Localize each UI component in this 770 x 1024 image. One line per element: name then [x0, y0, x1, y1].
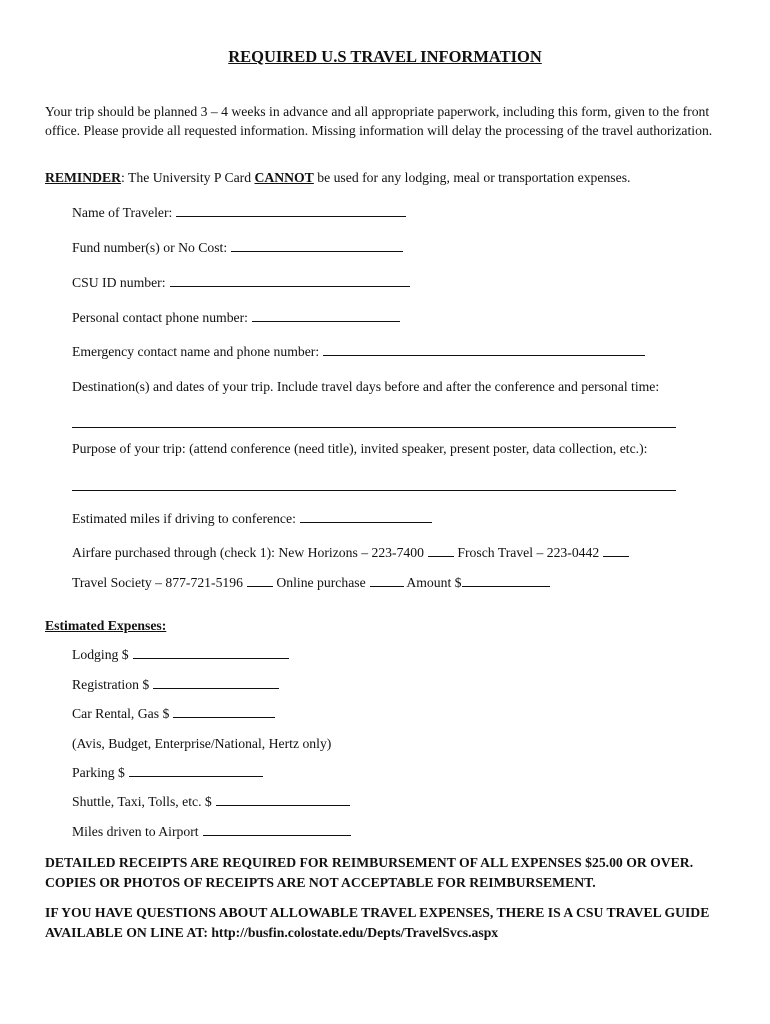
online-purchase-label: Online purchase [276, 575, 366, 590]
page-title: REQUIRED U.S TRAVEL INFORMATION [228, 47, 542, 66]
reminder-label: REMINDER [45, 170, 122, 185]
car-rental-label: Car Rental, Gas $ [72, 706, 170, 721]
receipts-notice: DETAILED RECEIPTS ARE REQUIRED FOR REIMBURSEMENT OF ALL EXPENSES $25.00 OR OVER. COPIES OR PHOTOS OF RECEIPTS ARE NOT ACCEPTABLE FOR REIMBURSEMENT. [45, 855, 694, 890]
travel-society-checkbox[interactable] [247, 575, 273, 587]
lodging-label: Lodging $ [72, 647, 129, 662]
name-of-traveler-label: Name of Traveler: [72, 205, 173, 220]
personal-phone-field[interactable] [252, 310, 400, 322]
personal-phone-row [72, 310, 400, 326]
emergency-contact-field[interactable] [323, 344, 645, 356]
estimated-miles-field[interactable] [300, 511, 432, 523]
csu-id-field[interactable] [170, 275, 410, 287]
miles-airport-label: Miles driven to Airport [72, 824, 199, 839]
frosch-travel-checkbox[interactable] [603, 545, 629, 557]
destination-label: Destination(s) and dates of your trip. Include travel days before and after the conference and personal time: [72, 379, 660, 394]
fund-number-label: Fund number(s) or No Cost: [72, 240, 228, 255]
shuttle-label: Shuttle, Taxi, Tolls, etc. $ [72, 794, 212, 809]
new-horizons-checkbox[interactable] [428, 545, 454, 557]
destination-field[interactable] [72, 427, 676, 428]
lodging-row [72, 647, 289, 663]
name-of-traveler-row [72, 205, 406, 221]
purpose-label: Purpose of your trip: (attend conference (need title), invited speaker, present poster, data collection, etc.): [72, 441, 648, 456]
reminder-text-after: be used for any lodging, meal or transportation expenses. [313, 170, 631, 185]
registration-row [72, 677, 279, 693]
miles-airport-field[interactable] [203, 824, 351, 836]
shuttle-row [72, 794, 350, 810]
airfare-new-horizons-label: Airfare purchased through (check 1): New Horizons – 223-7400 [72, 545, 424, 560]
reminder-text-before: : The University P Card [121, 170, 255, 185]
csu-id-row [72, 275, 410, 291]
reminder-emphasis: CANNOT [254, 170, 314, 185]
parking-row [72, 765, 263, 781]
online-purchase-checkbox[interactable] [370, 575, 404, 587]
reminder-line [45, 170, 630, 186]
car-rental-field[interactable] [173, 706, 275, 718]
car-rental-note: (Avis, Budget, Enterprise/National, Hertz only) [72, 736, 332, 751]
car-rental-row [72, 706, 275, 722]
fund-number-field[interactable] [231, 240, 403, 252]
airfare-row [72, 545, 629, 561]
airfare-row-2 [72, 575, 550, 591]
registration-label: Registration $ [72, 677, 150, 692]
shuttle-field[interactable] [216, 794, 350, 806]
miles-airport-row [72, 824, 351, 840]
questions-notice: IF YOU HAVE QUESTIONS ABOUT ALLOWABLE TRAVEL EXPENSES, THERE IS A CSU TRAVEL GUIDE AVAILABLE ON LINE AT: http://busfin.colostate.edu/Depts/TravelSvcs.aspx [45, 905, 710, 940]
fund-number-row [72, 240, 403, 256]
intro-paragraph: Your trip should be planned 3 – 4 weeks in advance and all appropriate paperwork, including this form, given to the front office. Please provide all requested information. Missing information will delay the processing of the travel authorization. [45, 104, 713, 139]
personal-phone-label: Personal contact phone number: [72, 310, 248, 325]
lodging-field[interactable] [133, 647, 289, 659]
parking-field[interactable] [129, 765, 263, 777]
registration-field[interactable] [153, 677, 279, 689]
purpose-field[interactable] [72, 490, 676, 491]
emergency-contact-row [72, 344, 645, 360]
frosch-travel-label: Frosch Travel – 223-0442 [457, 545, 600, 560]
estimated-expenses-heading: Estimated Expenses: [45, 618, 167, 633]
travel-society-label: Travel Society – 877-721-5196 [72, 575, 243, 590]
amount-label: Amount $ [406, 575, 462, 590]
emergency-contact-label: Emergency contact name and phone number: [72, 344, 320, 359]
amount-field[interactable] [462, 575, 550, 587]
estimated-miles-label: Estimated miles if driving to conference: [72, 511, 296, 526]
parking-label: Parking $ [72, 765, 125, 780]
name-of-traveler-field[interactable] [176, 205, 406, 217]
estimated-miles-row [72, 511, 432, 527]
csu-id-label: CSU ID number: [72, 275, 166, 290]
